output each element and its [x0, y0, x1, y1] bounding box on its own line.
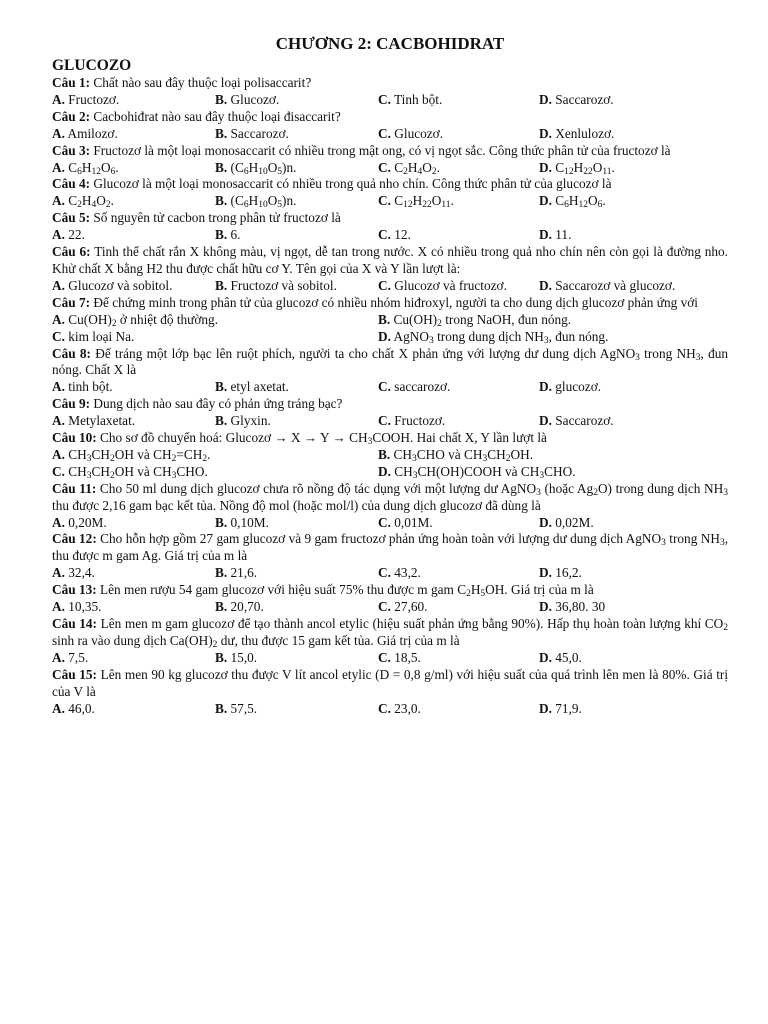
question-number: Câu 15:: [52, 666, 97, 682]
answer-option: [539, 650, 728, 667]
answer-option: [539, 515, 728, 532]
option-letter: D.: [539, 379, 552, 395]
option-letter: D.: [539, 227, 552, 243]
answer-option: [52, 599, 215, 616]
answer-option: [378, 379, 539, 396]
option-letter: B.: [215, 413, 228, 429]
option-text: AgNO$_3$ trong dung dịch $NH_3$, đun nóng.: [393, 328, 609, 346]
answer-option: [52, 193, 215, 210]
question-text: Tinh thể chất rắn X không màu, vị ngọt, dễ tan trong nước. X có nhiều trong quả nho chín nên còn gọi là đường nho. Khử chất X bằng H2 thu được chất hữu cơ Y. Tên gọi của X và Y lần lượt là:: [52, 244, 728, 276]
option-text: Saccarozơ.: [230, 125, 289, 141]
option-text: 57,5.: [230, 700, 258, 716]
option-letter: C.: [378, 413, 391, 429]
question-7: [52, 295, 728, 346]
option-text: $Cu(OH)_2$ trong NaOH, đun nóng.: [393, 311, 572, 329]
option-letter: D.: [539, 159, 552, 175]
answer-options: [52, 447, 728, 481]
option-letter: B.: [378, 311, 391, 327]
answer-option: [52, 160, 215, 177]
option-letter: A.: [52, 277, 65, 293]
option-letter: A.: [52, 446, 65, 462]
question-stem: [52, 176, 728, 193]
question-stem: [52, 481, 728, 515]
option-letter: A.: [52, 565, 65, 581]
question-stem: [52, 75, 728, 92]
option-letter: B.: [215, 277, 228, 293]
question-text: Dung dịch nào sau đây có phản ứng tráng bạc?: [93, 396, 343, 412]
question-stem: [52, 531, 728, 565]
answer-options: [52, 650, 728, 667]
option-letter: B.: [215, 649, 228, 665]
answer-option: [539, 701, 728, 718]
question-14: [52, 616, 728, 667]
question-number: Câu 6:: [52, 244, 91, 260]
option-text: 36,80. 30: [555, 599, 606, 615]
option-letter: A.: [52, 649, 65, 665]
answer-option: [52, 447, 378, 464]
option-text: 6.: [230, 227, 241, 243]
option-text: glucozơ.: [555, 379, 602, 395]
question-stem: [52, 582, 728, 599]
option-letter: A.: [52, 413, 65, 429]
option-letter: A.: [52, 91, 65, 107]
option-text: $CH_3CH_2OH$ và $CH_2=CH_2$.: [68, 446, 211, 464]
answer-option: [215, 650, 378, 667]
option-letter: C.: [378, 227, 391, 243]
answer-option: [52, 278, 215, 295]
question-9: [52, 396, 728, 430]
option-letter: A.: [52, 700, 65, 716]
option-text: 20,70.: [230, 599, 264, 615]
question-stem: [52, 346, 728, 380]
option-letter: C.: [378, 125, 391, 141]
option-text: $C_{12}H_{22}O_{11}$.: [555, 159, 615, 177]
answer-options: [52, 413, 728, 430]
option-text: $CH_3CHO$ và $CH_3CH_2OH$.: [393, 446, 534, 464]
answer-option: [52, 701, 215, 718]
answer-option: [52, 464, 378, 481]
answer-option: [539, 379, 728, 396]
option-letter: C.: [378, 649, 391, 665]
answer-options: [52, 227, 728, 244]
option-text: 0,01M.: [394, 514, 433, 530]
question-8: [52, 346, 728, 397]
option-text: Glyxin.: [230, 413, 271, 429]
question-text: Glucozơ là một loại monosaccarit có nhiều trong quả nho chín. Công thức phân tử của glucozơ là: [93, 176, 612, 192]
answer-option: [215, 515, 378, 532]
option-text: 15,0.: [230, 649, 258, 665]
option-letter: C.: [378, 565, 391, 581]
option-text: Fructozơ.: [394, 413, 446, 429]
option-letter: D.: [378, 463, 391, 479]
question-list: [52, 75, 728, 717]
answer-option: [378, 329, 728, 346]
option-letter: C.: [378, 514, 391, 530]
option-letter: C.: [52, 328, 65, 344]
answer-option: [378, 413, 539, 430]
option-letter: B.: [215, 227, 228, 243]
option-letter: C.: [378, 91, 391, 107]
option-text: kim loại Na.: [68, 328, 135, 344]
question-3: [52, 143, 728, 177]
option-text: $CH_3CH(OH)COOH$ và $CH_3CHO$.: [394, 463, 576, 481]
question-text: Cho 50 ml dung dịch glucozơ chưa rõ nồng độ tác dụng với một lượng dư AgNO$_3$ (hoặc $Ag_2O$) trong dung dịch $NH_3$ thu được 2,16 gam bạc kết tủa. Nồng độ mol (hoặc mol/l) của dung dịch glucozơ đã dùng là: [52, 480, 729, 513]
question-stem: [52, 143, 728, 160]
question-text: Lên men 90 kg glucozơ thu được V lít ancol etylic (D = 0,8 g/ml) với hiệu suất của quá trình lên men là 80%. Giá trị của V là: [52, 666, 729, 699]
answer-option: [215, 92, 378, 109]
answer-option: [539, 160, 728, 177]
answer-option: [52, 126, 215, 143]
question-text: Fructozơ là một loại monosaccarit có nhiều trong mật ong, có vị ngọt sắc. Công thức phân tử của fructozơ là: [93, 142, 671, 158]
question-stem: [52, 210, 728, 227]
option-letter: B.: [215, 700, 228, 716]
answer-option: [378, 515, 539, 532]
answer-option: [378, 312, 728, 329]
option-text: 71,9.: [555, 700, 582, 716]
option-text: Glucozơ và fructozơ.: [394, 277, 507, 293]
answer-option: [215, 160, 378, 177]
question-number: Câu 2:: [52, 108, 91, 124]
answer-option: [52, 312, 378, 329]
question-12: [52, 531, 728, 582]
option-letter: D.: [539, 599, 552, 615]
answer-options: [52, 312, 728, 346]
answer-option: [378, 447, 728, 464]
option-text: 46,0.: [68, 700, 95, 716]
question-text: Chất nào sau đây thuộc loại polisaccarit?: [93, 75, 312, 90]
answer-option: [378, 599, 539, 616]
option-text: Saccarozơ.: [555, 91, 614, 107]
option-letter: D.: [539, 193, 552, 209]
answer-options: [52, 278, 728, 295]
option-text: 0,10M.: [230, 514, 269, 530]
option-letter: C.: [52, 463, 65, 479]
question-number: Câu 13:: [52, 582, 97, 598]
option-text: $C_2H_4O_2$.: [394, 159, 440, 177]
option-letter: B.: [215, 91, 228, 107]
question-number: Câu 14:: [52, 616, 97, 631]
answer-option: [539, 126, 728, 143]
answer-option: [378, 464, 728, 481]
question-2: [52, 109, 728, 143]
option-text: Fructozơ và sobitol.: [230, 277, 337, 293]
option-letter: D.: [539, 413, 552, 429]
option-text: 16,2.: [555, 565, 582, 581]
option-text: 22.: [68, 227, 85, 243]
option-letter: D.: [539, 514, 552, 530]
option-letter: B.: [378, 446, 391, 462]
answer-options: [52, 379, 728, 396]
answer-option: [378, 565, 539, 582]
option-letter: A.: [52, 227, 65, 243]
option-letter: B.: [215, 565, 228, 581]
option-letter: D.: [539, 565, 552, 581]
question-5: [52, 210, 728, 244]
answer-option: [539, 413, 728, 430]
question-text: Số nguyên tử cacbon trong phân tử fructozơ là: [93, 210, 341, 226]
option-text: Saccarozơ và glucozơ.: [555, 277, 676, 293]
answer-options: [52, 565, 728, 582]
answer-option: [539, 92, 728, 109]
option-text: Glucozơ.: [230, 91, 280, 107]
answer-option: [539, 227, 728, 244]
question-stem: [52, 109, 728, 126]
question-1: [52, 75, 728, 109]
question-text: Lên men m gam glucozơ để tạo thành ancol etylic (hiệu suất phản ứng bằng 90%). Hấp thụ hoàn toàn lượng khí $CO_2$ sinh ra vào dung dịch $Ca(OH)_2$ dư, thu được 15 gam kết tủa. Giá trị của m là: [52, 616, 729, 650]
answer-option: [378, 701, 539, 718]
question-number: Câu 1:: [52, 75, 91, 90]
question-stem: [52, 430, 728, 447]
option-text: Saccarozơ.: [555, 413, 614, 429]
answer-option: [539, 565, 728, 582]
question-4: [52, 176, 728, 210]
answer-option: [52, 379, 215, 396]
option-text: 23,0.: [394, 700, 421, 716]
option-text: 21,6.: [230, 565, 258, 581]
option-text: Glucozơ.: [394, 125, 444, 141]
section-title: GLUCOZO: [52, 57, 132, 74]
option-text: $Cu(OH)_2$ ở nhiệt độ thường.: [68, 311, 219, 329]
answer-option: [539, 193, 728, 210]
answer-option: [215, 193, 378, 210]
option-text: Tinh bột.: [394, 91, 443, 107]
answer-option: [215, 278, 378, 295]
answer-option: [378, 227, 539, 244]
answer-option: [378, 278, 539, 295]
option-text: 18,5.: [394, 649, 421, 665]
option-text: 0,02M.: [555, 514, 594, 530]
option-letter: D.: [539, 649, 552, 665]
option-text: etyl axetat.: [230, 379, 289, 395]
question-11: [52, 481, 728, 532]
question-stem: [52, 667, 728, 701]
option-letter: A.: [52, 379, 65, 395]
option-text: $C_2H_4O_2$.: [68, 193, 114, 211]
option-text: Fructozơ.: [68, 91, 120, 107]
option-text: $C_6H_{12}O_6$.: [555, 193, 606, 211]
answer-options: [52, 193, 728, 210]
option-text: Metylaxetat.: [68, 413, 136, 429]
option-text: Amilozơ.: [67, 125, 118, 141]
question-number: Câu 7:: [52, 294, 91, 310]
option-letter: B.: [215, 159, 228, 175]
answer-options: [52, 126, 728, 143]
question-text: Cho sơ đồ chuyển hoá: Glucozơ → $X \to Y \to CH_3COOH$. Hai chất X, Y lần lượt là: [100, 430, 547, 448]
option-letter: A.: [52, 193, 65, 209]
answer-option: [378, 160, 539, 177]
answer-options: [52, 160, 728, 177]
answer-option: [215, 126, 378, 143]
question-stem: [52, 244, 728, 278]
option-letter: C.: [378, 599, 391, 615]
question-10: [52, 430, 728, 481]
option-letter: D.: [539, 700, 552, 716]
option-text: 11.: [555, 227, 572, 243]
answer-option: [215, 701, 378, 718]
option-letter: C.: [378, 379, 391, 395]
option-text: 12.: [394, 227, 411, 243]
answer-option: [52, 413, 215, 430]
option-text: $CH_3CH_2OH$ và $CH_3CHO$.: [68, 463, 208, 481]
answer-option: [378, 193, 539, 210]
question-number: Câu 5:: [52, 210, 91, 226]
option-text: Glucozơ và sobitol.: [68, 277, 173, 293]
answer-options: [52, 515, 728, 532]
option-text: $C_{12}H_{22}O_{11}$.: [394, 193, 454, 211]
option-letter: B.: [215, 599, 228, 615]
option-text: saccarozơ.: [394, 379, 451, 395]
question-number: Câu 8:: [52, 345, 91, 361]
question-number: Câu 3:: [52, 142, 91, 158]
option-text: 32,4.: [68, 565, 95, 581]
option-letter: C.: [378, 193, 391, 209]
option-letter: A.: [52, 311, 65, 327]
question-6: [52, 244, 728, 295]
answer-options: [52, 599, 728, 616]
option-text: $(C_6H_{10}O_5)n$.: [230, 159, 297, 177]
question-number: Câu 10:: [52, 430, 97, 446]
answer-option: [215, 413, 378, 430]
question-stem: [52, 396, 728, 413]
answer-option: [52, 650, 215, 667]
answer-option: [378, 126, 539, 143]
question-13: [52, 582, 728, 616]
answer-option: [52, 92, 215, 109]
question-15: [52, 667, 728, 718]
answer-option: [539, 599, 728, 616]
answer-options: [52, 92, 728, 109]
option-letter: A.: [52, 514, 65, 530]
question-number: Câu 12:: [52, 531, 97, 547]
answer-option: [215, 565, 378, 582]
question-text: Lên men rượu 54 gam glucozơ với hiệu suất 75% thu được m gam $C_2H_5OH$. Giá trị của m là: [100, 582, 594, 600]
question-stem: [52, 295, 728, 312]
answer-option: [378, 650, 539, 667]
option-text: 45,0.: [555, 649, 582, 665]
option-letter: C.: [378, 159, 391, 175]
option-letter: D.: [539, 277, 552, 293]
option-text: 27,60.: [394, 599, 428, 615]
option-letter: B.: [215, 379, 228, 395]
question-text: Cho hỗn hợp gồm 27 gam glucozơ và 9 gam fructozơ phản ứng hoàn toàn với lượng dư dung dịch AgNO$_3$ trong $NH_3$, thu được m gam Ag. Giá trị của m là: [52, 531, 729, 564]
page-title: CHƯƠNG 2: CACBOHIDRAT: [275, 34, 505, 53]
option-letter: A.: [52, 599, 65, 615]
option-letter: B.: [215, 193, 228, 209]
question-number: Câu 9:: [52, 396, 91, 412]
answer-option: [52, 329, 378, 346]
question-number: Câu 4:: [52, 176, 91, 192]
option-letter: C.: [378, 700, 391, 716]
answer-option: [539, 278, 728, 295]
option-letter: A.: [52, 125, 65, 141]
answer-option: [215, 599, 378, 616]
option-letter: C.: [378, 277, 391, 293]
question-text: Để tráng một lớp bạc lên ruột phích, người ta cho chất X phản ứng với lượng dư dung dịch AgNO$_3$ trong $NH_3$, đun nóng. Chất X là: [52, 345, 729, 378]
question-stem: [52, 616, 728, 650]
question-number: Câu 11:: [52, 480, 97, 496]
option-text: 10,35.: [68, 599, 102, 615]
option-text: Xenlulozơ.: [555, 125, 615, 141]
question-text: Cacbohiđrat nào sau đây thuộc loại đisaccarit?: [93, 108, 341, 124]
answer-option: [215, 379, 378, 396]
option-text: 7,5.: [68, 649, 89, 665]
option-text: 43,2.: [394, 565, 421, 581]
answer-option: [215, 227, 378, 244]
answer-option: [52, 227, 215, 244]
option-letter: B.: [215, 514, 228, 530]
option-letter: B.: [215, 125, 228, 141]
answer-option: [378, 92, 539, 109]
option-text: tinh bột.: [68, 379, 113, 395]
option-letter: D.: [539, 125, 552, 141]
option-letter: A.: [52, 159, 65, 175]
answer-options: [52, 701, 728, 718]
option-text: $C_6H_{12}O_6$.: [68, 159, 119, 177]
answer-option: [52, 565, 215, 582]
answer-option: [52, 515, 215, 532]
option-text: $(C_6H_{10}O_5)n$.: [230, 193, 297, 211]
option-text: 0,20M.: [68, 514, 107, 530]
option-letter: D.: [378, 328, 391, 344]
question-text: Để chứng minh trong phân tử của glucozơ có nhiều nhóm hiđroxyl, người ta cho dung dịch glucozơ phản ứng với: [93, 294, 698, 310]
option-letter: D.: [539, 91, 552, 107]
